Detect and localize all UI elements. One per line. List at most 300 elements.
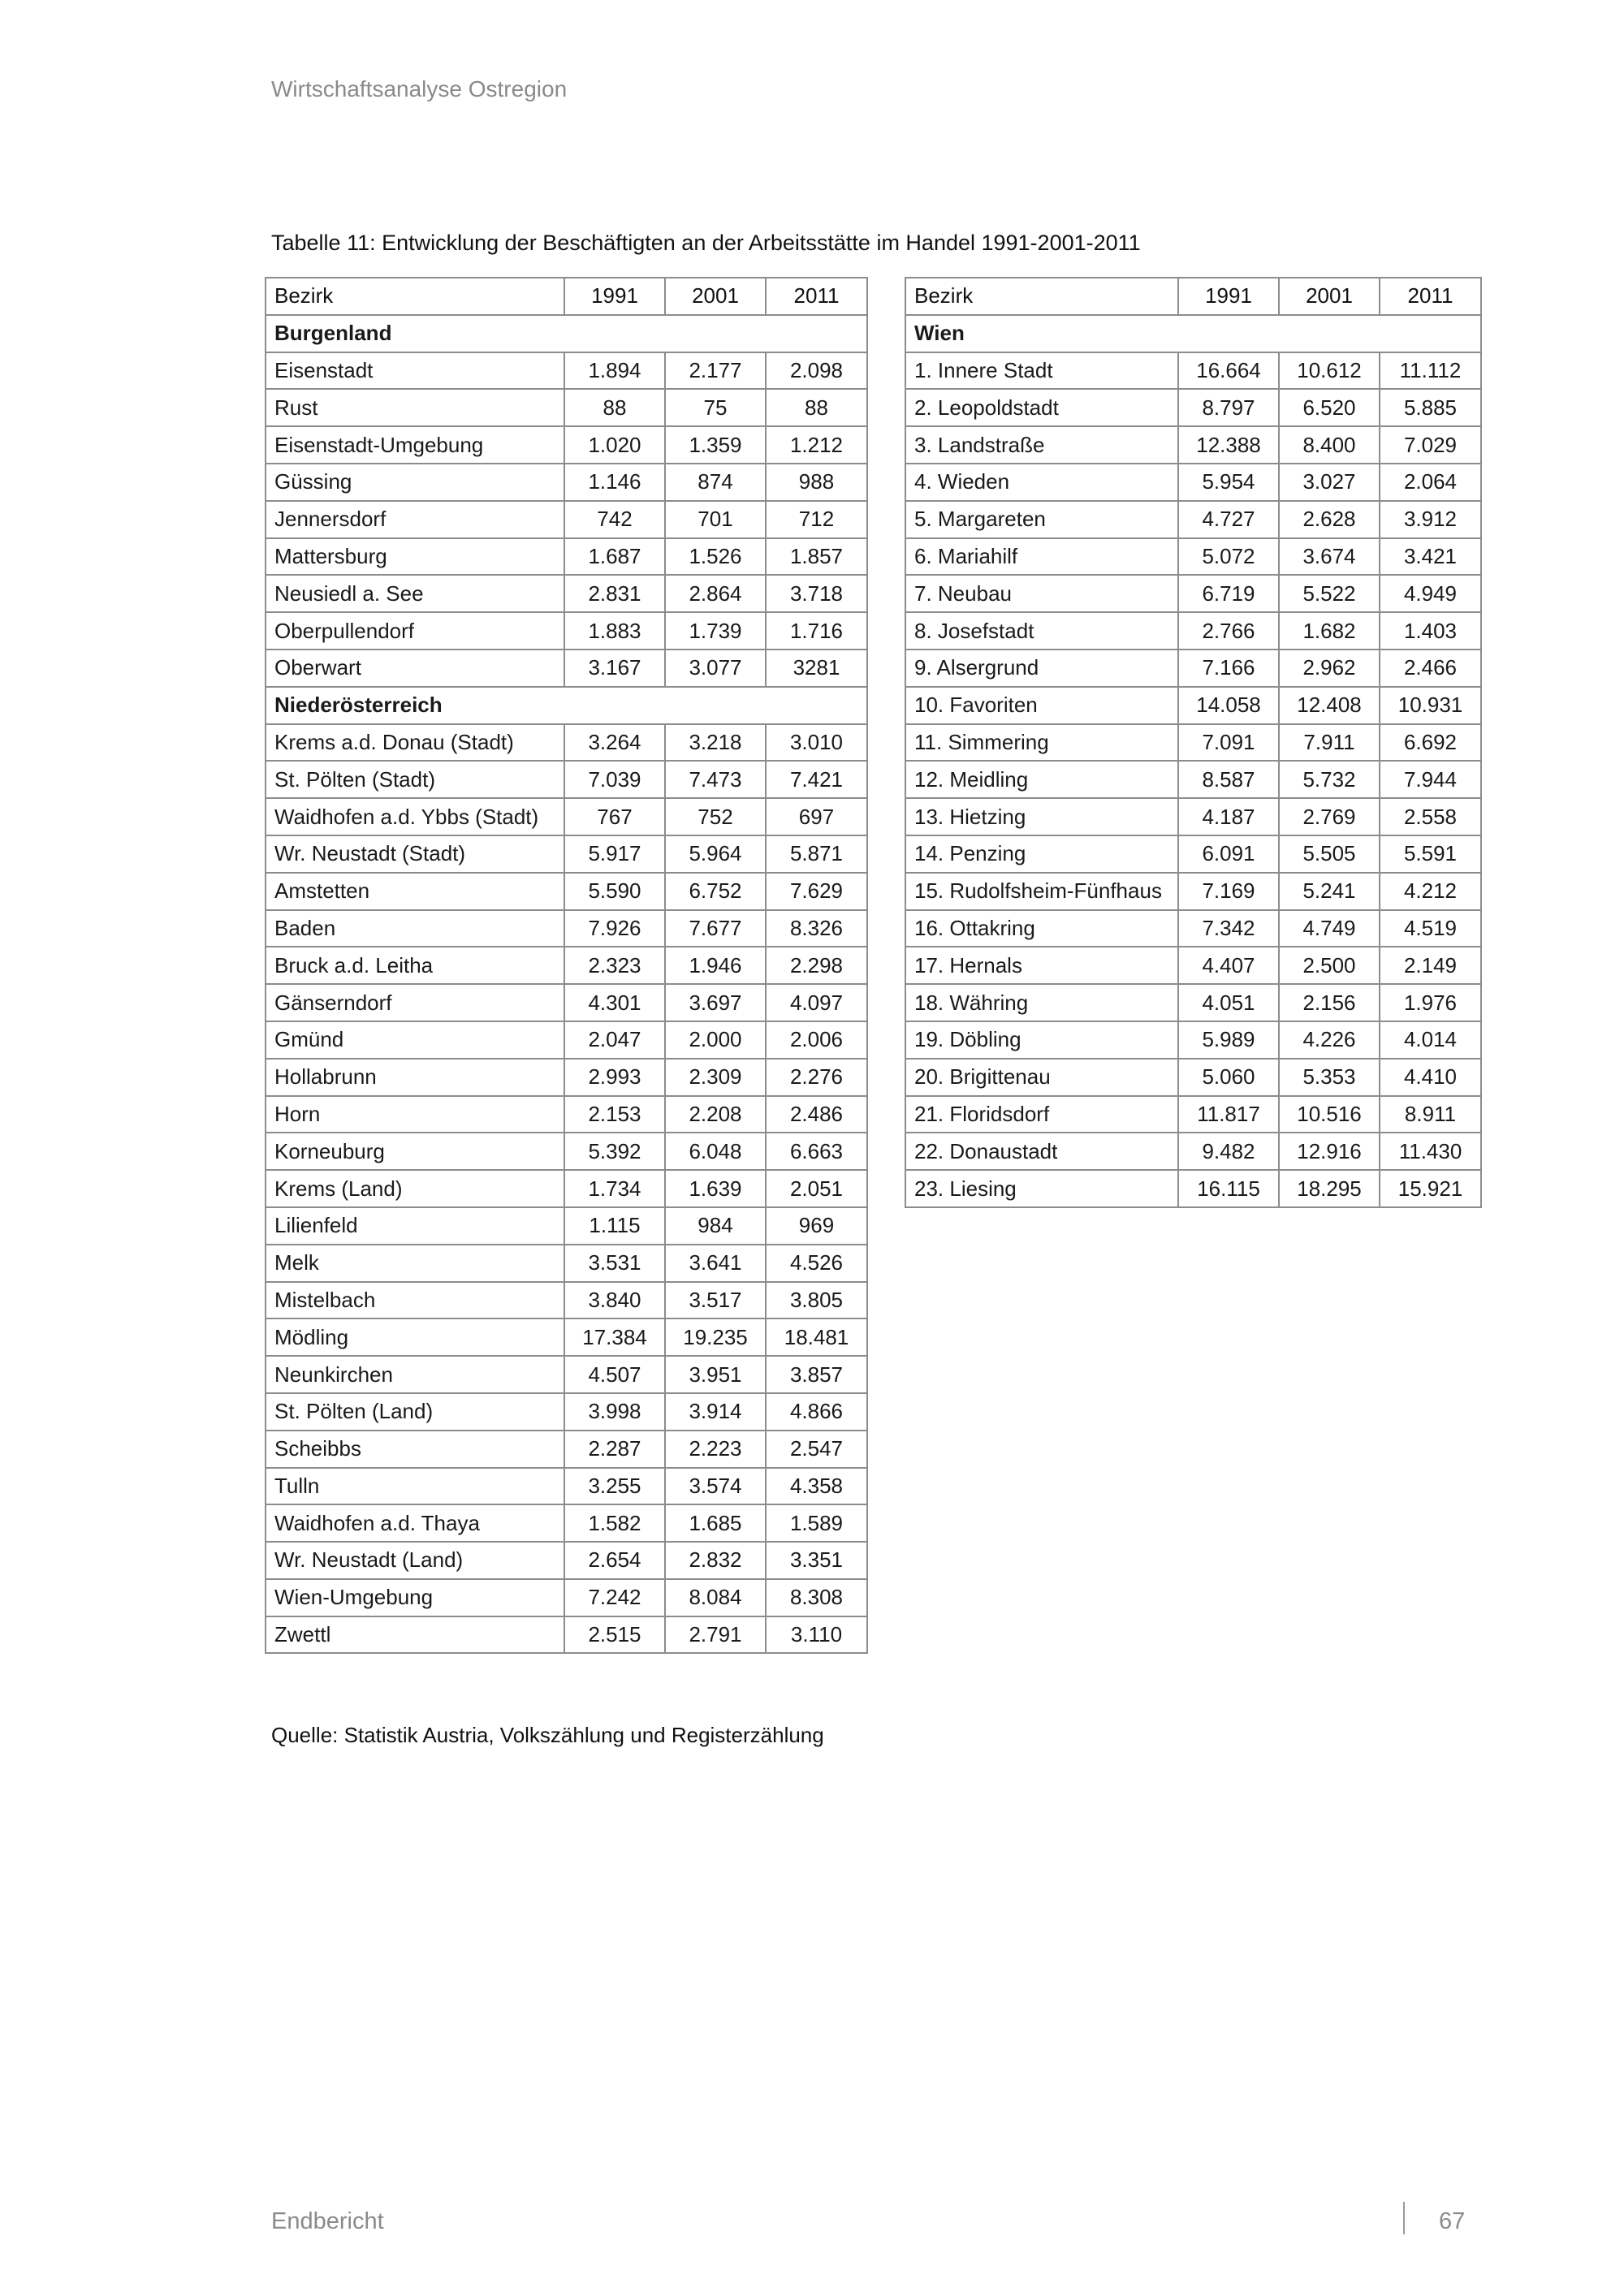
- district-name: Neusiedl a. See: [266, 575, 564, 612]
- value-1991: 7.166: [1178, 650, 1279, 687]
- table-row: [905, 538, 1481, 576]
- value-2011: 7.944: [1380, 761, 1481, 798]
- value-2001: 701: [665, 501, 766, 538]
- value-2011: 2.098: [766, 352, 867, 390]
- value-2001: 5.353: [1279, 1059, 1380, 1096]
- value-2011: 969: [766, 1207, 867, 1245]
- value-2011: 2.298: [766, 947, 867, 984]
- value-1991: 5.590: [564, 873, 665, 910]
- value-2011: 7.629: [766, 873, 867, 910]
- table-row: [905, 650, 1481, 687]
- value-2001: 8.084: [665, 1579, 766, 1616]
- table-row: [266, 873, 867, 910]
- value-2011: 1.976: [1380, 984, 1481, 1021]
- district-name: 20. Brigittenau: [905, 1059, 1178, 1096]
- value-2011: 4.526: [766, 1245, 867, 1282]
- table-row: [905, 1133, 1481, 1170]
- footer-label: Endbericht: [271, 2208, 384, 2234]
- value-2011: 8.326: [766, 910, 867, 947]
- district-name: Krems a.d. Donau (Stadt): [266, 724, 564, 762]
- value-2011: 988: [766, 464, 867, 501]
- value-1991: 7.169: [1178, 873, 1279, 910]
- table-row: [266, 575, 867, 612]
- value-1991: 2.766: [1178, 612, 1279, 650]
- value-1991: 1.582: [564, 1504, 665, 1542]
- table-row: [266, 1542, 867, 1579]
- district-name: Bruck a.d. Leitha: [266, 947, 564, 984]
- value-2001: 2.962: [1279, 650, 1380, 687]
- value-2001: 7.911: [1279, 724, 1380, 762]
- district-name: 10. Favoriten: [905, 687, 1178, 724]
- table-row: [905, 724, 1481, 762]
- district-name: Scheibbs: [266, 1431, 564, 1468]
- table-row: [905, 1059, 1481, 1096]
- table-row: [266, 1393, 867, 1431]
- district-name: Wr. Neustadt (Land): [266, 1542, 564, 1579]
- table-row: [266, 1616, 867, 1654]
- value-1991: 9.482: [1178, 1133, 1279, 1170]
- district-name: 11. Simmering: [905, 724, 1178, 762]
- value-2001: 2.156: [1279, 984, 1380, 1021]
- value-1991: 3.840: [564, 1282, 665, 1319]
- value-1991: 4.051: [1178, 984, 1279, 1021]
- value-2001: 1.682: [1279, 612, 1380, 650]
- value-2011: 2.149: [1380, 947, 1481, 984]
- group-header-row: [266, 315, 867, 352]
- value-1991: 1.687: [564, 538, 665, 576]
- table-row: [266, 389, 867, 426]
- table-row: [905, 687, 1481, 724]
- value-2001: 3.218: [665, 724, 766, 762]
- value-2011: 8.911: [1380, 1096, 1481, 1133]
- value-1991: 12.388: [1178, 426, 1279, 464]
- group-label: Niederösterreich: [266, 687, 867, 724]
- value-1991: 1.146: [564, 464, 665, 501]
- value-2011: 2.064: [1380, 464, 1481, 501]
- table-row: [266, 724, 867, 762]
- district-name: 19. Döbling: [905, 1021, 1178, 1059]
- district-name: 4. Wieden: [905, 464, 1178, 501]
- value-2011: 5.885: [1380, 389, 1481, 426]
- value-2011: 1.212: [766, 426, 867, 464]
- table-row: [905, 873, 1481, 910]
- value-1991: 1.115: [564, 1207, 665, 1245]
- value-2011: 15.921: [1380, 1170, 1481, 1207]
- page-number: 67: [1439, 2208, 1466, 2234]
- value-2011: 4.519: [1380, 910, 1481, 947]
- district-name: Oberwart: [266, 650, 564, 687]
- value-2011: 2.558: [1380, 798, 1481, 835]
- value-1991: 5.954: [1178, 464, 1279, 501]
- table-row: [905, 910, 1481, 947]
- table-row: [266, 426, 867, 464]
- table-row: [266, 1318, 867, 1356]
- value-2011: 11.430: [1380, 1133, 1481, 1170]
- value-2001: 2.791: [665, 1616, 766, 1654]
- column-header-bezirk: Bezirk: [905, 278, 1178, 315]
- value-2011: 18.481: [766, 1318, 867, 1356]
- district-name: Amstetten: [266, 873, 564, 910]
- value-1991: 2.287: [564, 1431, 665, 1468]
- value-2001: 19.235: [665, 1318, 766, 1356]
- table-row: [905, 389, 1481, 426]
- value-2011: 1.589: [766, 1504, 867, 1542]
- table-row: [266, 835, 867, 873]
- value-2001: 1.526: [665, 538, 766, 576]
- value-1991: 2.515: [564, 1616, 665, 1654]
- value-2011: 3.805: [766, 1282, 867, 1319]
- district-name: 6. Mariahilf: [905, 538, 1178, 576]
- column-header-year: 2011: [766, 278, 867, 315]
- column-header-year: 2001: [1279, 278, 1380, 315]
- value-2011: 2.276: [766, 1059, 867, 1096]
- value-2001: 2.223: [665, 1431, 766, 1468]
- district-name: Neunkirchen: [266, 1356, 564, 1393]
- table-header-row: [266, 278, 867, 315]
- district-name: Waidhofen a.d. Ybbs (Stadt): [266, 798, 564, 835]
- value-2001: 2.864: [665, 575, 766, 612]
- value-1991: 3.255: [564, 1468, 665, 1505]
- district-name: Oberpullendorf: [266, 612, 564, 650]
- district-name: 13. Hietzing: [905, 798, 1178, 835]
- value-2011: 3.421: [1380, 538, 1481, 576]
- value-2001: 2.769: [1279, 798, 1380, 835]
- district-name: 17. Hernals: [905, 947, 1178, 984]
- value-2001: 6.520: [1279, 389, 1380, 426]
- value-2001: 10.612: [1279, 352, 1380, 390]
- value-1991: 17.384: [564, 1318, 665, 1356]
- district-name: 3. Landstraße: [905, 426, 1178, 464]
- value-1991: 16.115: [1178, 1170, 1279, 1207]
- value-2011: 3.010: [766, 724, 867, 762]
- district-name: 9. Alsergrund: [905, 650, 1178, 687]
- table-row: [266, 464, 867, 501]
- table-row: [905, 761, 1481, 798]
- table-row: [266, 1133, 867, 1170]
- value-2001: 3.951: [665, 1356, 766, 1393]
- district-name: Wr. Neustadt (Stadt): [266, 835, 564, 873]
- district-name: Korneuburg: [266, 1133, 564, 1170]
- value-2011: 4.949: [1380, 575, 1481, 612]
- district-name: 7. Neubau: [905, 575, 1178, 612]
- table-row: [266, 798, 867, 835]
- value-2011: 8.308: [766, 1579, 867, 1616]
- value-1991: 3.264: [564, 724, 665, 762]
- value-1991: 7.242: [564, 1579, 665, 1616]
- value-2001: 3.697: [665, 984, 766, 1021]
- value-2011: 712: [766, 501, 867, 538]
- district-name: St. Pölten (Stadt): [266, 761, 564, 798]
- district-name: Krems (Land): [266, 1170, 564, 1207]
- district-name: Eisenstadt-Umgebung: [266, 426, 564, 464]
- table-row: [905, 575, 1481, 612]
- column-header-bezirk: Bezirk: [266, 278, 564, 315]
- value-2011: 1.857: [766, 538, 867, 576]
- table-row: [266, 1245, 867, 1282]
- column-header-year: 1991: [564, 278, 665, 315]
- table-row: [905, 352, 1481, 390]
- value-2011: 697: [766, 798, 867, 835]
- district-name: Güssing: [266, 464, 564, 501]
- table-row: [905, 1021, 1481, 1059]
- value-2001: 3.641: [665, 1245, 766, 1282]
- value-1991: 5.060: [1178, 1059, 1279, 1096]
- value-1991: 1.894: [564, 352, 665, 390]
- value-1991: 1.734: [564, 1170, 665, 1207]
- table-row: [266, 352, 867, 390]
- district-name: Rust: [266, 389, 564, 426]
- value-1991: 3.167: [564, 650, 665, 687]
- group-header-row: [905, 315, 1481, 352]
- district-name: 22. Donaustadt: [905, 1133, 1178, 1170]
- value-1991: 14.058: [1178, 687, 1279, 724]
- district-name: Gänserndorf: [266, 984, 564, 1021]
- value-2001: 1.359: [665, 426, 766, 464]
- value-2001: 5.522: [1279, 575, 1380, 612]
- value-1991: 3.531: [564, 1245, 665, 1282]
- value-2011: 2.051: [766, 1170, 867, 1207]
- district-name: Mattersburg: [266, 538, 564, 576]
- value-2011: 6.692: [1380, 724, 1481, 762]
- district-name: St. Pölten (Land): [266, 1393, 564, 1431]
- value-2011: 2.006: [766, 1021, 867, 1059]
- value-1991: 6.091: [1178, 835, 1279, 873]
- value-2011: 6.663: [766, 1133, 867, 1170]
- value-2011: 4.410: [1380, 1059, 1481, 1096]
- value-2001: 2.000: [665, 1021, 766, 1059]
- value-2011: 7.421: [766, 761, 867, 798]
- value-2001: 12.408: [1279, 687, 1380, 724]
- value-1991: 4.187: [1178, 798, 1279, 835]
- column-header-year: 1991: [1178, 278, 1279, 315]
- value-2011: 2.486: [766, 1096, 867, 1133]
- value-1991: 4.727: [1178, 501, 1279, 538]
- column-header-year: 2011: [1380, 278, 1481, 315]
- district-name: 21. Floridsdorf: [905, 1096, 1178, 1133]
- value-2011: 3.912: [1380, 501, 1481, 538]
- value-2011: 2.466: [1380, 650, 1481, 687]
- table-row: [266, 1170, 867, 1207]
- value-2011: 3.110: [766, 1616, 867, 1654]
- district-name: Lilienfeld: [266, 1207, 564, 1245]
- district-name: 14. Penzing: [905, 835, 1178, 873]
- value-2001: 5.241: [1279, 873, 1380, 910]
- group-label: Burgenland: [266, 315, 867, 352]
- value-2001: 2.208: [665, 1096, 766, 1133]
- table-row: [266, 1282, 867, 1319]
- value-2001: 3.574: [665, 1468, 766, 1505]
- value-2001: 752: [665, 798, 766, 835]
- value-2001: 4.226: [1279, 1021, 1380, 1059]
- value-2001: 2.832: [665, 1542, 766, 1579]
- value-2001: 2.500: [1279, 947, 1380, 984]
- value-1991: 2.654: [564, 1542, 665, 1579]
- table-row: [266, 1207, 867, 1245]
- district-name: 12. Meidling: [905, 761, 1178, 798]
- value-1991: 11.817: [1178, 1096, 1279, 1133]
- value-2001: 8.400: [1279, 426, 1380, 464]
- value-2001: 18.295: [1279, 1170, 1380, 1207]
- table-row: [266, 1468, 867, 1505]
- value-2001: 3.077: [665, 650, 766, 687]
- value-2001: 75: [665, 389, 766, 426]
- value-2011: 10.931: [1380, 687, 1481, 724]
- value-2001: 874: [665, 464, 766, 501]
- value-2011: 4.866: [766, 1393, 867, 1431]
- value-1991: 767: [564, 798, 665, 835]
- table-row: [266, 1579, 867, 1616]
- value-1991: 5.989: [1178, 1021, 1279, 1059]
- district-name: Melk: [266, 1245, 564, 1282]
- value-1991: 7.926: [564, 910, 665, 947]
- value-2011: 3.718: [766, 575, 867, 612]
- value-2001: 6.048: [665, 1133, 766, 1170]
- district-name: Zwettl: [266, 1616, 564, 1654]
- value-2011: 1.403: [1380, 612, 1481, 650]
- value-1991: 6.719: [1178, 575, 1279, 612]
- district-name: Mistelbach: [266, 1282, 564, 1319]
- value-1991: 8.587: [1178, 761, 1279, 798]
- table-row: [905, 984, 1481, 1021]
- value-2001: 5.505: [1279, 835, 1380, 873]
- value-1991: 5.072: [1178, 538, 1279, 576]
- value-2011: 88: [766, 389, 867, 426]
- value-1991: 2.047: [564, 1021, 665, 1059]
- table-row: [905, 501, 1481, 538]
- value-2001: 5.732: [1279, 761, 1380, 798]
- value-2011: 4.097: [766, 984, 867, 1021]
- table-wien: [905, 277, 1482, 1208]
- value-2011: 2.547: [766, 1431, 867, 1468]
- value-1991: 5.917: [564, 835, 665, 873]
- district-name: 2. Leopoldstadt: [905, 389, 1178, 426]
- table-row: [266, 1431, 867, 1468]
- table-row: [266, 1059, 867, 1096]
- table-row: [905, 1170, 1481, 1207]
- table-row: [266, 612, 867, 650]
- table-row: [905, 1096, 1481, 1133]
- table-header-row: [905, 278, 1481, 315]
- table-caption: Tabelle 11: Entwicklung der Beschäftigten an der Arbeitsstätte im Handel 1991-2001-2011: [271, 231, 1141, 255]
- value-2001: 1.685: [665, 1504, 766, 1542]
- value-2001: 2.628: [1279, 501, 1380, 538]
- value-1991: 2.323: [564, 947, 665, 984]
- value-1991: 1.020: [564, 426, 665, 464]
- value-2001: 3.027: [1279, 464, 1380, 501]
- value-2001: 1.639: [665, 1170, 766, 1207]
- district-name: Mödling: [266, 1318, 564, 1356]
- value-2011: 4.358: [766, 1468, 867, 1505]
- value-2001: 7.677: [665, 910, 766, 947]
- value-2001: 12.916: [1279, 1133, 1380, 1170]
- value-1991: 742: [564, 501, 665, 538]
- district-name: 8. Josefstadt: [905, 612, 1178, 650]
- district-name: Horn: [266, 1096, 564, 1133]
- value-2011: 3.857: [766, 1356, 867, 1393]
- table-row: [905, 947, 1481, 984]
- value-1991: 16.664: [1178, 352, 1279, 390]
- table-source-note: Quelle: Statistik Austria, Volkszählung und Registerzählung: [271, 1723, 824, 1747]
- value-1991: 2.153: [564, 1096, 665, 1133]
- district-name: Eisenstadt: [266, 352, 564, 390]
- value-2011: 5.591: [1380, 835, 1481, 873]
- value-1991: 7.039: [564, 761, 665, 798]
- value-2001: 10.516: [1279, 1096, 1380, 1133]
- value-2001: 2.309: [665, 1059, 766, 1096]
- table-row: [266, 1096, 867, 1133]
- table-row: [905, 798, 1481, 835]
- value-1991: 2.993: [564, 1059, 665, 1096]
- value-2001: 2.177: [665, 352, 766, 390]
- value-2011: 3.351: [766, 1542, 867, 1579]
- value-1991: 4.407: [1178, 947, 1279, 984]
- district-name: 23. Liesing: [905, 1170, 1178, 1207]
- district-name: 5. Margareten: [905, 501, 1178, 538]
- value-1991: 7.091: [1178, 724, 1279, 762]
- district-name: Waidhofen a.d. Thaya: [266, 1504, 564, 1542]
- value-1991: 88: [564, 389, 665, 426]
- value-2011: 3281: [766, 650, 867, 687]
- table-row: [266, 1504, 867, 1542]
- value-2011: 11.112: [1380, 352, 1481, 390]
- table-row: [266, 761, 867, 798]
- district-name: 16. Ottakring: [905, 910, 1178, 947]
- value-2001: 3.674: [1279, 538, 1380, 576]
- value-2001: 6.752: [665, 873, 766, 910]
- table-row: [905, 426, 1481, 464]
- district-name: Hollabrunn: [266, 1059, 564, 1096]
- column-header-year: 2001: [665, 278, 766, 315]
- table-row: [266, 538, 867, 576]
- table-row: [905, 464, 1481, 501]
- running-header: Wirtschaftsanalyse Ostregion: [271, 76, 568, 101]
- table-row: [266, 984, 867, 1021]
- district-name: Wien-Umgebung: [266, 1579, 564, 1616]
- value-1991: 1.883: [564, 612, 665, 650]
- value-2011: 4.014: [1380, 1021, 1481, 1059]
- value-2011: 7.029: [1380, 426, 1481, 464]
- value-2001: 4.749: [1279, 910, 1380, 947]
- district-name: 15. Rudolfsheim-Fünfhaus: [905, 873, 1178, 910]
- group-label: Wien: [905, 315, 1481, 352]
- district-name: 1. Innere Stadt: [905, 352, 1178, 390]
- table-row: [266, 947, 867, 984]
- table-niederoesterreich-burgenland: [265, 277, 868, 1654]
- value-2001: 1.739: [665, 612, 766, 650]
- value-1991: 3.998: [564, 1393, 665, 1431]
- table-row: [266, 1021, 867, 1059]
- value-2011: 1.716: [766, 612, 867, 650]
- district-name: Tulln: [266, 1468, 564, 1505]
- table-row: [905, 612, 1481, 650]
- group-header-row: [266, 687, 867, 724]
- value-2001: 3.517: [665, 1282, 766, 1319]
- value-2001: 5.964: [665, 835, 766, 873]
- table-row: [266, 910, 867, 947]
- table-row: [266, 1356, 867, 1393]
- value-2001: 7.473: [665, 761, 766, 798]
- value-2001: 984: [665, 1207, 766, 1245]
- footer-divider: [1403, 2202, 1405, 2234]
- value-1991: 5.392: [564, 1133, 665, 1170]
- value-1991: 7.342: [1178, 910, 1279, 947]
- district-name: 18. Währing: [905, 984, 1178, 1021]
- value-2001: 3.914: [665, 1393, 766, 1431]
- table-row: [905, 835, 1481, 873]
- table-row: [266, 650, 867, 687]
- value-1991: 4.301: [564, 984, 665, 1021]
- district-name: Baden: [266, 910, 564, 947]
